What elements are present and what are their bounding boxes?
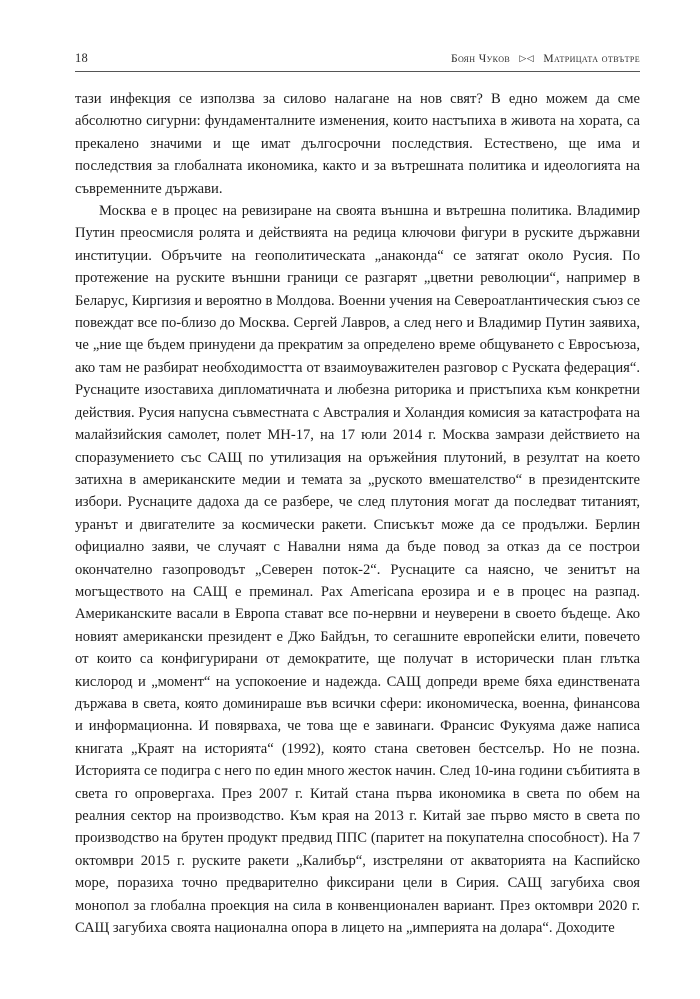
header-rule [75, 71, 640, 72]
paragraph: Москва е в процес на ревизиране на своята външна и вътрешна политика. Владимир Путин преосмисля ролята и действията на редица ключови фигури в руските държавни институции. Обръчите на геополитическата „анаконда“ се затягат около Русия. По протежение на руските външни граници се разгарят „цветни революции“, например в Беларус, Киргизия и вероятно в Молдова. Военни учения на Североатлантическия съюз се повеждат все по-близо до Москва. Сергей Лавров, а след него и Владимир Путин заявиха, че „ние ще бъдем принудени да прекратим за определено време общуването с Евросъюза, ако там не разбират необходимостта от взаимоуважителен разговор с Руската федерация“. Руснаците изоставиха дипломатичната и любезна риторика и пристъпиха към конкретни действия. Русия напусна съвместната с Австралия и Холандия комисия за катастрофата на малайзийския самолет, полет MH-17, на 17 юли 2014 г. Москва замрази действието на споразумението със САЩ по утилизация на оръжейния плутоний, в резултат на което затихна в американските медии и темата за „руското вмешателство“ в президентските избори. Руснаците дадоха да се разбере, че след плутония могат да последват титаният, уранът и двигателите за космически ракети. Списъкът може да се продължи. Берлин официално заяви, че случаят с Навални няма да бъде повод за отказ да се построи окончателно газопроводът „Северен поток-2“. Руснаците са наясно, че зенитът на могъществото на САЩ е преминал. Pax Americana ерозира и е в процес на разпад. Американските васали в Европа стават все по-нервни и неуверени в своето бъдеще. Ако новият американски президент е Джо Байдън, то сегашните европейски елити, повечето от които са конфигурирани от демократите, ще получат в историчеcки план глътка кислород и „момент“ на успокоение и надежда. САЩ допреди време бяха единствената държава в света, която доминираше във всички сфери: икономическа, военна, финансова и информационна. И повярваха, че това ще е завинаги. Франсис Фукуяма даже написа книгата „Краят на историята“ (1992), която стана световен бестселър. Но не позна. Историята се подигра с него по един много жесток начин. След 10-ина години събитията в света го опровергаха. През 2007 г. Китай стана първа икономика в света по обем на реалния сектор на производство. Към края на 2013 г. Китай зае първо място в света по производство на брутен продукт предвид ППС (паритет на покупателна способност). На 7 октомври 2015 г. руските ракети „Калибър“, изстреляни от акваторията на Каспийско море, поразиха точно предварително фиксирани цели в Сирия. САЩ загубиха своя монопол за глобална проекция на сила в конвенционален вариант. През октомври 2020 г. САЩ загубиха своята национална опора в лицето на „империята на долара“. Доходите [75, 203, 640, 937]
paragraph-continued: тази инфекция се използва за силово налагане на нов свят? В едно можем да сме абсолютно сигурни: фундаменталните изменения, които настъпиха в живота на хората, са прекалено значими и ще имат дългосрочни последствия. Естествено, ще има и последствия за глобалната икономика, както и за вътрешната политика и идеологията на съвременните държави. [75, 91, 640, 197]
book-title: Матрицата отвътре [543, 53, 640, 65]
author-name: Боян Чуков [450, 53, 511, 65]
page-number: 18 [75, 51, 89, 65]
body-text [75, 88, 640, 939]
running-head [451, 50, 640, 67]
page-header [75, 50, 640, 72]
separator-ornament: ▷◁ [519, 53, 535, 63]
